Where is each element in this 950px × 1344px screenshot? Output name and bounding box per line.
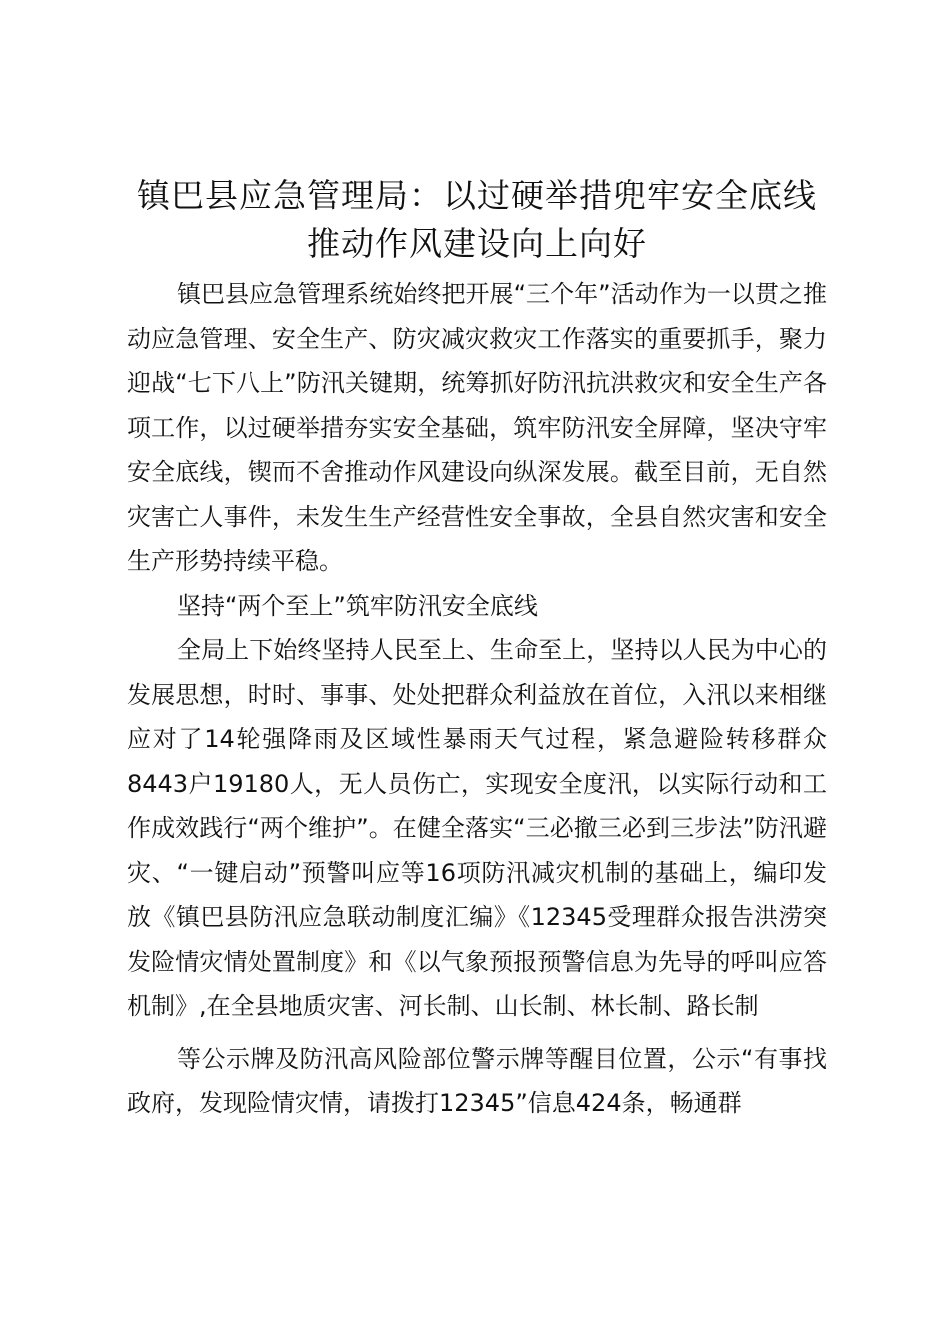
continued-paragraph: 等公示牌及防汛高风险部位警示牌等醒目位置，公示“有事找政府，发现险情灾情，请拨打12345”信息424条，畅通群 <box>127 1044 827 1117</box>
document-body <box>127 272 827 1126</box>
title-line-2: 推动作风建设向上向好 <box>307 224 647 263</box>
intro-paragraph: 镇巴县应急管理系统始终把开展“三个年”活动作为一以贯之推动应急管理、安全生产、防灾减灾救灾工作落实的重要抓手，聚力迎战“七下八上”防汛关键期，统筹抓好防汛抗洪救灾和安全生产各项工作，以过硬举措夯实安全基础，筑牢防汛安全屏障，坚决守牢安全底线，锲而不舍推动作风建设向纵深发展。截至目前，无自然灾害亡人事件，未发生生产经营性安全事故，全县自然灾害和安全生产形势持续平稳。 <box>127 280 827 575</box>
document-title <box>127 172 827 268</box>
title-line-1: 镇巴县应急管理局：以过硬举措兜牢安全底线 <box>137 176 817 215</box>
section-heading: 坚持“两个至上”筑牢防汛安全底线 <box>177 591 538 620</box>
document-page <box>127 172 827 1126</box>
body-paragraph: 全局上下始终坚持人民至上、生命至上，坚持以人民为中心的发展思想，时时、事事、处处把群众利益放在首位，入汛以来相继应对了14轮强降雨及区域性暴雨天气过程，紧急避险转移群众8443户19180人，无人员伤亡，实现安全度汛，以实际行动和工作成效践行“两个维护”。在健全落实“三必撤三必到三步法”防汛避灾、“一键启动”预警叫应等16项防汛减灾机制的基础上，编印发放《镇巴县防汛应急联动制度汇编》《12345受理群众报告洪涝突发险情灾情处置制度》和《以气象预报预警信息为先导的呼叫应答机制》,在全县地质灾害、河长制、山长制、林长制、路长制 <box>127 636 827 1020</box>
